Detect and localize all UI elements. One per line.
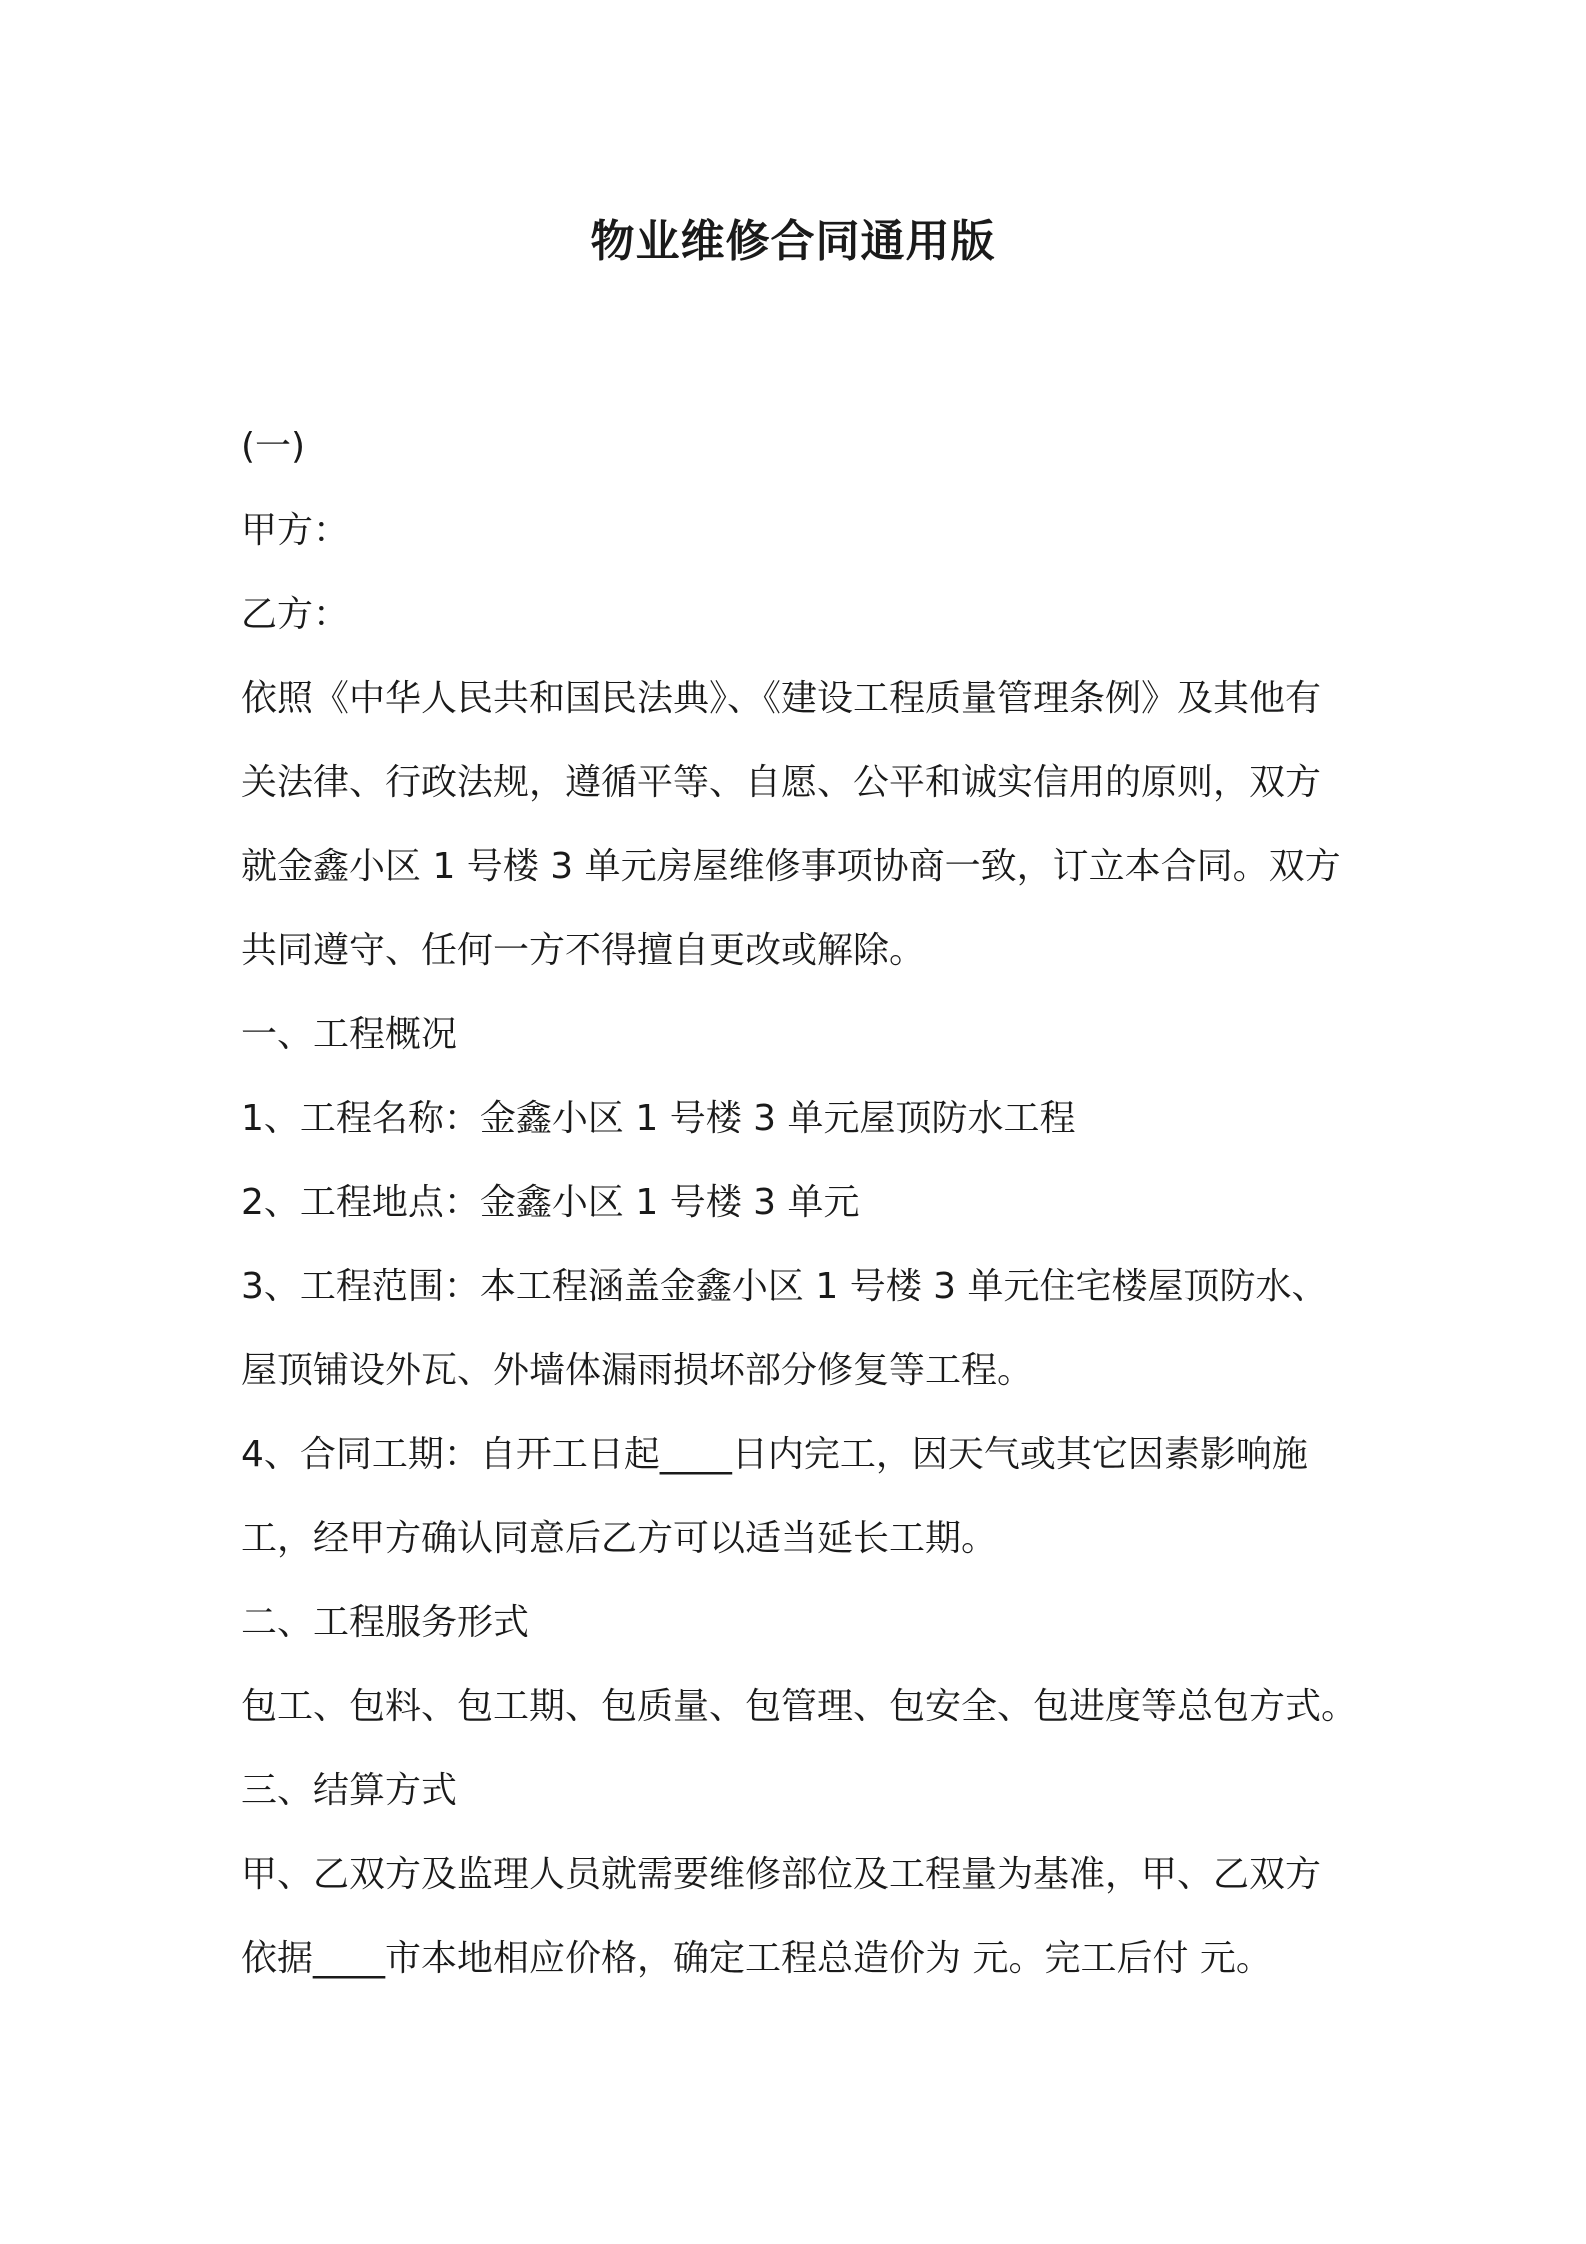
document-body bbox=[241, 405, 1361, 2001]
party-a-line: 甲方： bbox=[241, 510, 350, 551]
preamble-line: 就金鑫小区 1 号楼 3 单元房屋维修事项协商一致，订立本合同。双方 bbox=[241, 846, 1341, 887]
clause-line: 依据____市本地相应价格，确定工程总造价为 元。完工后付 元。 bbox=[241, 1938, 1272, 1979]
clause-line: 2、工程地点：金鑫小区 1 号楼 3 单元 bbox=[241, 1182, 860, 1223]
clause-line: 4、合同工期：自开工日起____日内完工，因天气或其它因素影响施 bbox=[241, 1434, 1308, 1475]
clause-line: 包工、包料、包工期、包质量、包管理、包安全、包进度等总包方式。 bbox=[241, 1686, 1358, 1727]
section-heading: 二、工程服务形式 bbox=[241, 1602, 530, 1643]
section-marker: (一) bbox=[241, 426, 306, 467]
preamble-line: 依照《中华人民共和国民法典》、《建设工程质量管理条例》及其他有 bbox=[241, 678, 1322, 719]
section-heading: 一、工程概况 bbox=[241, 1014, 458, 1055]
clause-line: 工，经甲方确认同意后乙方可以适当延长工期。 bbox=[241, 1518, 998, 1559]
clause-line: 甲、乙双方及监理人员就需要维修部位及工程量为基准，甲、乙双方 bbox=[241, 1854, 1322, 1895]
clause-line: 屋顶铺设外瓦、外墙体漏雨损坏部分修复等工程。 bbox=[241, 1350, 1034, 1391]
preamble-line: 共同遵守、任何一方不得擅自更改或解除。 bbox=[241, 930, 926, 971]
clause-line: 3、工程范围：本工程涵盖金鑫小区 1 号楼 3 单元住宅楼屋顶防水、 bbox=[241, 1266, 1328, 1307]
clause-line: 1、工程名称：金鑫小区 1 号楼 3 单元屋顶防水工程 bbox=[241, 1098, 1076, 1139]
party-b-line: 乙方： bbox=[241, 594, 350, 635]
section-heading: 三、结算方式 bbox=[241, 1770, 458, 1811]
preamble-line: 关法律、行政法规，遵循平等、自愿、公平和诚实信用的原则，双方 bbox=[241, 762, 1322, 803]
document-title: 物业维修合同通用版 bbox=[590, 216, 996, 267]
